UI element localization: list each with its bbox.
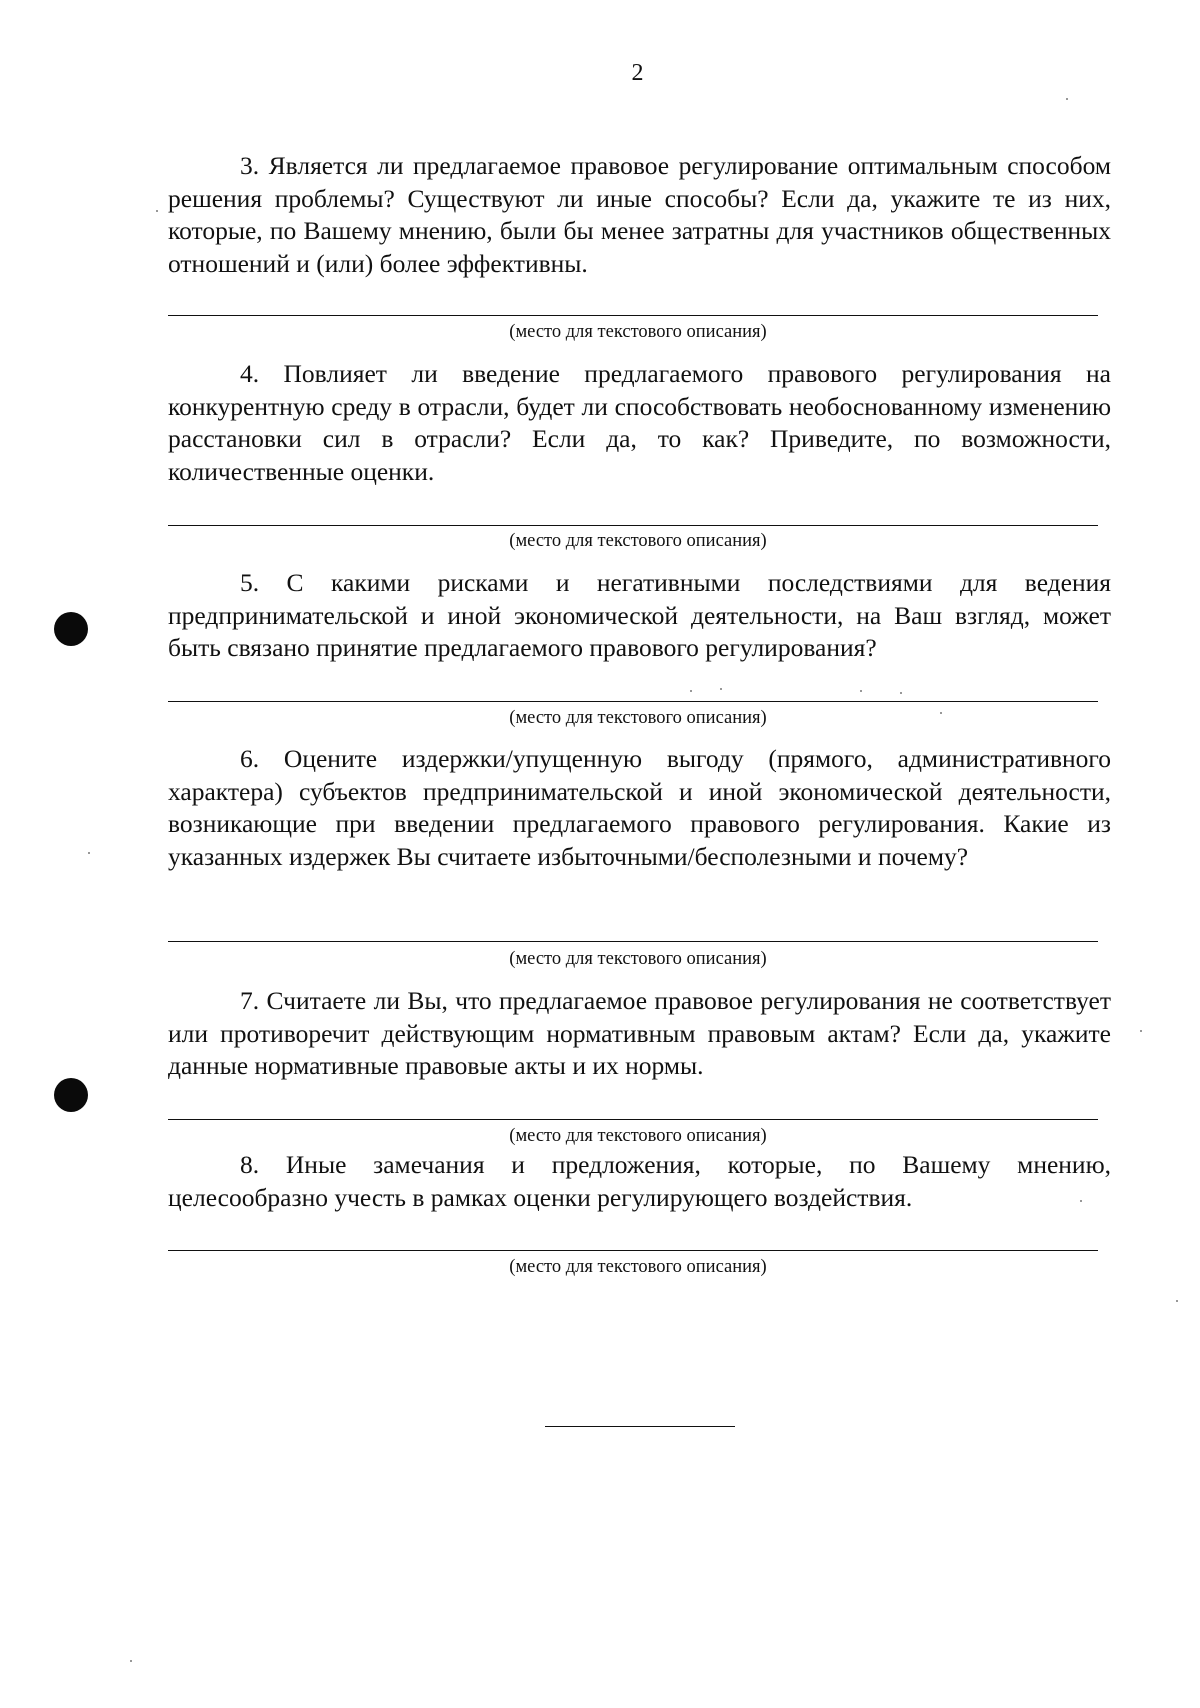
scan-speck [156,210,158,212]
punch-hole [54,612,88,646]
answer-caption-5: (место для текстового описания) [509,708,767,728]
scan-speck [1140,1030,1142,1032]
question-4: 4. Повлияет ли введение предлагаемого правового регулирования на конкурентную среду в отрасли, будет ли способствовать необоснованному изменению расстановки сил в отрасли? Если да, то как? Приведите, по возможности, количественные оценки. [168,359,1111,486]
question-5: 5. С какими рисками и негативными последствиями для ведения предпринимательской и иной экономической деятельности, на Ваш взгляд, может быть связано принятие предлагаемого правового регулирования? [168,568,1111,662]
page-number: 2 [631,60,644,86]
answer-line-3 [168,315,1098,316]
question-8: 8. Иные замечания и предложения, которые, по Вашему мнению, целесообразно учесть в рамках оценки регулирующего воздействия. [168,1150,1111,1212]
punch-hole [54,1078,88,1112]
answer-line-5 [168,701,1098,702]
answer-line-6 [168,941,1098,942]
scan-speck [1080,1200,1082,1202]
scan-speck [900,692,902,694]
question-3: 3. Является ли предлагаемое правовое регулирование оптимальным способом решения проблемы? Существуют ли иные способы? Если да, укажите те из них, которые, по Вашему мнению, были бы менее затратны для участников общественных отношений и (или) более эффективны. [168,151,1111,278]
scan-speck [88,852,90,854]
scan-speck [130,1660,132,1662]
scan-speck [690,690,692,692]
end-separator-line [545,1426,735,1427]
scan-speck [940,712,942,714]
answer-line-4 [168,525,1098,526]
question-7: 7. Считаете ли Вы, что предлагаемое правовое регулирования не соответствует или противоречит действующим нормативным правовым актам? Если да, укажите данные нормативные правовые акты и их нормы. [168,986,1111,1080]
answer-caption-7: (место для текстового описания) [509,1126,767,1146]
answer-caption-8: (место для текстового описания) [509,1257,767,1277]
scan-speck [860,690,862,692]
answer-caption-6: (место для текстового описания) [509,949,767,969]
answer-line-7 [168,1119,1098,1120]
scan-speck [720,688,722,690]
answer-line-8 [168,1250,1098,1251]
answer-caption-4: (место для текстового описания) [509,531,767,551]
scan-speck [1066,98,1068,100]
answer-caption-3: (место для текстового описания) [509,322,767,342]
question-6: 6. Оцените издержки/упущенную выгоду (прямого, административного характера) субъектов предпринимательской и иной экономической деятельности, возникающие при введении предлагаемого правового регулирования. Какие из указанных издержек Вы считаете избыточными/бесполезными и почему? [168,744,1111,871]
scan-speck [1176,1300,1178,1302]
